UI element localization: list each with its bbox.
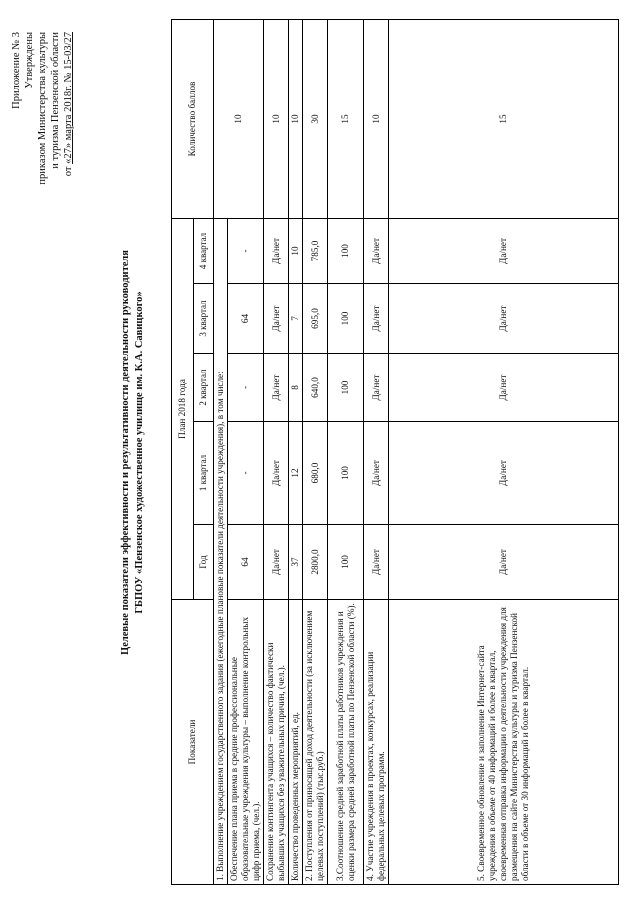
points-value: 10 (289, 19, 303, 218)
q4-value: Да/нет (264, 218, 289, 283)
section-row (214, 19, 228, 884)
indicators-table (171, 19, 619, 885)
points-value: 10 (364, 19, 389, 218)
annex-label: Приложение № 3 (11, 32, 22, 109)
q4-value: 10 (289, 218, 303, 283)
year-value: 64 (228, 525, 264, 600)
header-row-1 (172, 19, 194, 884)
plan-header: План 2018 года (172, 218, 194, 599)
date-prefix: от (63, 166, 74, 177)
q1-value: 100 (328, 422, 364, 525)
q4-value: 100 (328, 218, 364, 283)
q4-value: Да/нет (364, 218, 389, 283)
indicator-label: 3.Соотношение средней заработной платы работников учреждения и оценки размера средней заработной платы по Пензенской области (%). (328, 600, 364, 885)
q3-value: Да/нет (364, 284, 389, 354)
section-1-label: 1. Выполнение учреждением государственного задания (ежегодные плановые показатели деятельности учреждения), в том числе: (214, 218, 228, 884)
table-row (264, 19, 289, 884)
document-subtitle: ГБПОУ «Пензенское художественное училище им. К.А. Савицкого» (134, 291, 145, 614)
year-value: Да/нет (364, 525, 389, 600)
q1-value: 680,0 (303, 422, 328, 525)
year-header: Год (194, 525, 214, 600)
q4-header: 4 квартал (194, 218, 214, 283)
year-value: 37 (289, 525, 303, 600)
q2-value: - (228, 354, 264, 422)
q3-header: 3 квартал (194, 284, 214, 354)
points-value: 30 (303, 19, 328, 218)
q3-value: 100 (328, 284, 364, 354)
points-value: 15 (389, 19, 619, 218)
q2-value: Да/нет (364, 354, 389, 422)
approval-header (10, 32, 75, 185)
approved-label: Утверждены (24, 32, 35, 89)
year-value: 2800,0 (303, 525, 328, 600)
q2-value: 640,0 (303, 354, 328, 422)
q4-value: 785,0 (303, 218, 328, 283)
table-row (289, 19, 303, 884)
q3-value: 695,0 (303, 284, 328, 354)
year-value: 100 (328, 525, 364, 600)
q4-value: - (228, 218, 264, 283)
indicator-label: 4. Участие учреждения в проектах, конкурсах, реализации федеральных целевых программ. (364, 600, 389, 885)
year-value: Да/нет (264, 525, 289, 600)
points-value: 15 (328, 19, 364, 218)
points-value: 10 (264, 19, 289, 218)
q2-header: 2 квартал (194, 354, 214, 422)
q1-value: Да/нет (264, 422, 289, 525)
q1-value: - (228, 422, 264, 525)
table-row (389, 19, 619, 884)
q4-value: Да/нет (389, 218, 619, 283)
q1-value: 12 (289, 422, 303, 525)
document-title: Целевые показатели эффективности и результативности деятельности руководителя (120, 250, 131, 655)
table-row (303, 19, 328, 884)
q1-value: Да/нет (389, 422, 619, 525)
indicator-label: Количество проведенных мероприятий, ед. (289, 600, 303, 885)
points-value: 10 (214, 19, 264, 218)
q3-value: 7 (289, 284, 303, 354)
indicator-label: Обеспечение плана приема в средние профессиональные образовательные учреждения культуры – выполнение контрольных цифр приема, (чел.). (228, 600, 264, 885)
indicators-header: Показатели (172, 600, 214, 885)
indicator-label: 5. Своевременное обновление и заполнение Интернет-сайта учреждения в объеме от 40 информаций и более в квартал, своевременная отправка информации о деятельности учреждения для размещения на сайте Министерства культуры и туризма Пензенской области в объеме от 30 информаций и более в квартал. (389, 600, 619, 885)
q1-header: 1 квартал (194, 422, 214, 525)
order-label: приказом Министерства культуры (37, 32, 48, 185)
order-date (62, 32, 75, 185)
q3-value: Да/нет (389, 284, 619, 354)
date-value: «27» марта 2018г. № 15-03/27 (63, 32, 74, 164)
indicator-label: Сохранение контингента учащихся – количество фактически выбывших учащихся без уважительных причин, (чел.). (264, 600, 289, 885)
q1-value: Да/нет (364, 422, 389, 525)
q2-value: Да/нет (264, 354, 289, 422)
table-row (364, 19, 389, 884)
q3-value: 64 (228, 284, 264, 354)
q2-value: 8 (289, 354, 303, 422)
points-header: Количество баллов (172, 19, 214, 218)
q2-value: Да/нет (389, 354, 619, 422)
q3-value: Да/нет (264, 284, 289, 354)
ministry-label: и туризма Пензенской области (50, 32, 61, 169)
year-value: Да/нет (389, 525, 619, 600)
indicator-label: 2. Поступления от приносящей доход деятельности (за исключением целевых поступлений) (тыс.руб.) (303, 600, 328, 885)
table-row (328, 19, 364, 884)
q2-value: 100 (328, 354, 364, 422)
